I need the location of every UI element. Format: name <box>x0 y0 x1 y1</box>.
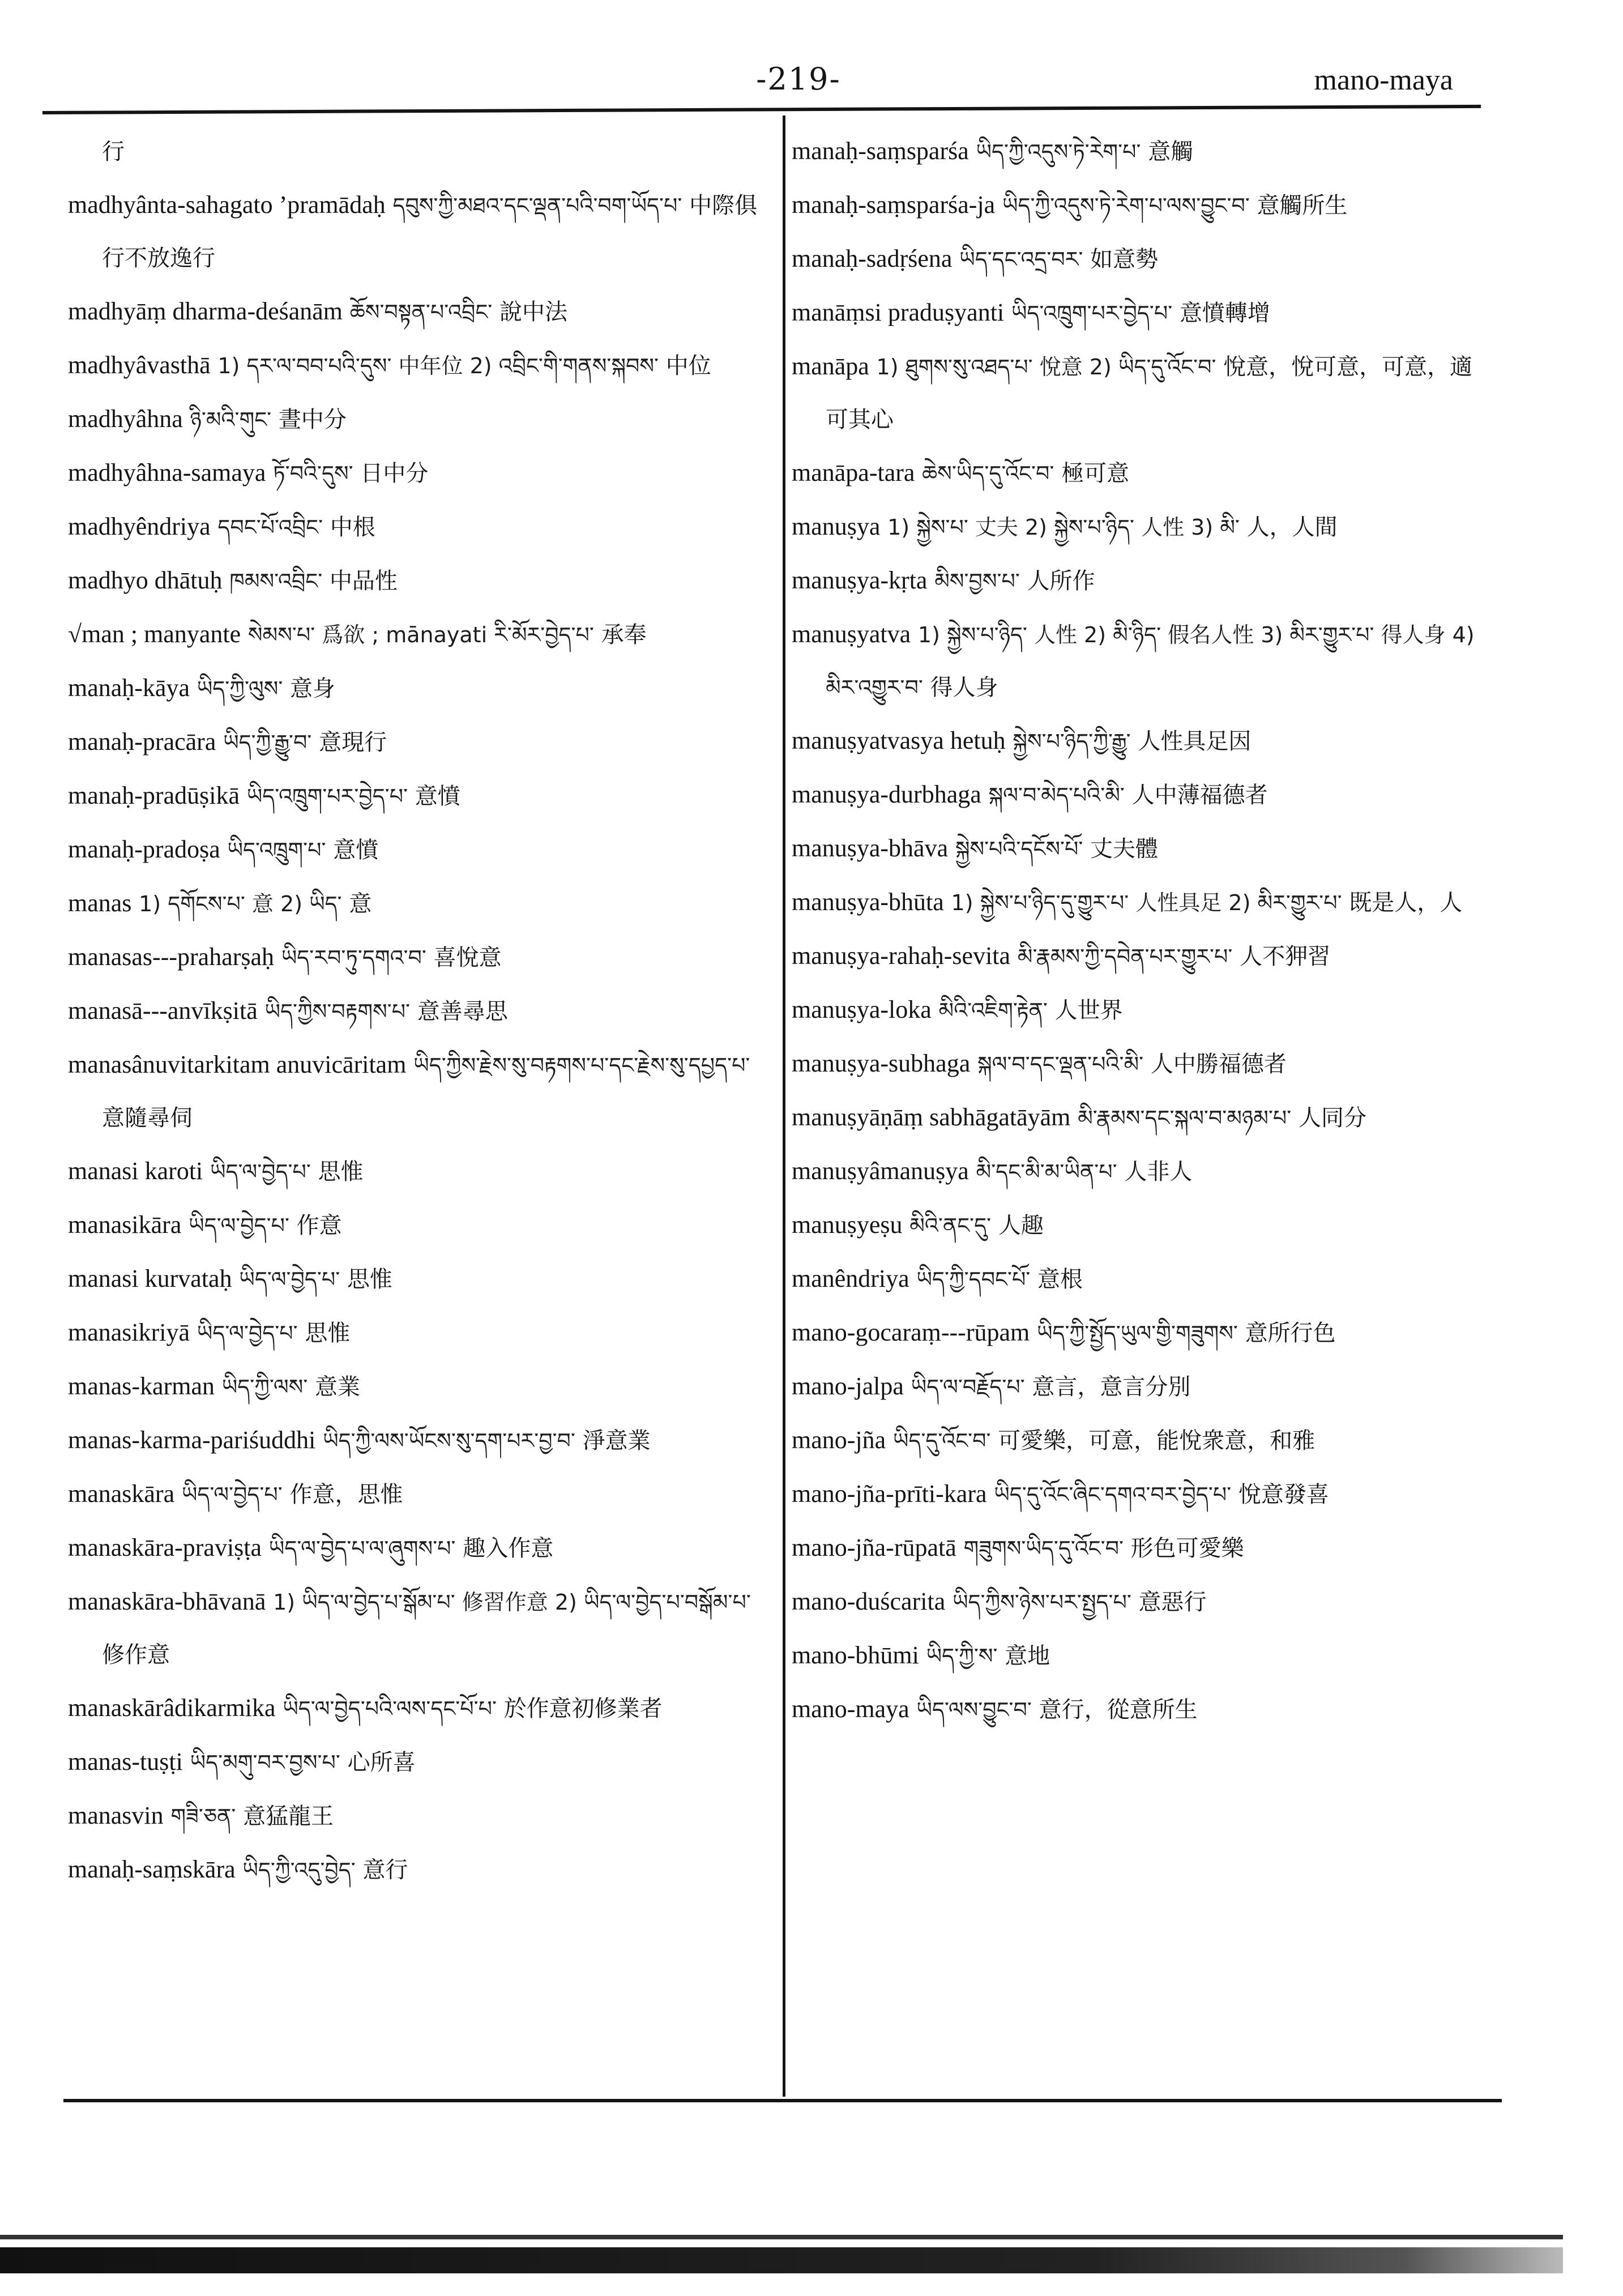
sanskrit-headword: manuṣyatva <box>792 620 911 648</box>
chinese-equivalent: 意身 <box>290 676 336 702</box>
sanskrit-headword: manuṣyâmanuṣya <box>792 1157 969 1185</box>
sanskrit-headword: manas-tuṣṭi <box>68 1748 183 1776</box>
sanskrit-headword: manāṃsi praduṣyanti <box>792 298 1005 326</box>
sanskrit-headword: manaḥ-saṃsparśa <box>792 137 969 165</box>
chinese-equivalent: 中際俱行不放逸行 <box>102 193 758 271</box>
tibetan-equivalent: ཡིད་ཀྱིས་རྗེས་སུ་བརྟགས་པ་དང་རྗེས་སུ་དཔྱད་པ་ <box>413 1053 750 1078</box>
chinese-equivalent: 人同分 <box>1298 1105 1366 1131</box>
dictionary-entry <box>68 339 762 392</box>
chinese-equivalent: 中品性 <box>329 568 398 594</box>
sanskrit-headword: madhyânta-sahagato ’pramādaḥ <box>68 191 386 219</box>
chinese-equivalent: 意根 <box>1037 1266 1083 1292</box>
dictionary-entry <box>792 1145 1485 1198</box>
chinese-equivalent: 意行，從意所生 <box>1039 1697 1198 1723</box>
dictionary-entry <box>68 1682 762 1735</box>
sanskrit-headword: manaḥ-saṃsparśa-ja <box>792 191 996 219</box>
sanskrit-headword: manuṣya-loka <box>792 996 932 1023</box>
dictionary-entry <box>68 1252 762 1306</box>
sanskrit-headword: manuṣya-bhūta <box>792 888 944 916</box>
chinese-equivalent: 於作意初修業者 <box>503 1696 663 1722</box>
sanskrit-headword: manaskāra <box>68 1480 175 1508</box>
sanskrit-headword: manāpa <box>792 352 869 380</box>
tibetan-equivalent: 1) སྐྱེས་པ་ཉིད་དུ་གྱུར་པ་ 人性具足 2) མིར་གྱུར་པ་ <box>951 890 1342 915</box>
dictionary-entry <box>792 340 1485 446</box>
dictionary-entry <box>792 1091 1485 1145</box>
tibetan-equivalent: ཡིད་ཀྱི་ས་ <box>926 1644 998 1668</box>
tibetan-equivalent: སེམས་པ་ 爲欲 ; mānayati རི་མོར་བྱེད་པ་ <box>247 622 594 647</box>
tibetan-equivalent: སྐལ་བ་མེད་པའི་མི་ <box>988 783 1125 808</box>
tibetan-equivalent: མི་དང་མི་མ་ཡིན་པ་ <box>976 1159 1117 1184</box>
chinese-equivalent: 人性具足因 <box>1138 728 1252 754</box>
chinese-equivalent: 中根 <box>330 514 375 540</box>
dictionary-entry <box>68 178 762 285</box>
chinese-equivalent: 中位 <box>665 353 711 379</box>
dictionary-entry <box>792 554 1485 608</box>
tibetan-equivalent: ཡིད་ཀྱི་འདུ་བྱེད་ <box>242 1858 356 1883</box>
dictionary-entry <box>68 1145 762 1198</box>
chinese-equivalent: 修作意 <box>102 1642 170 1668</box>
chinese-equivalent: 喜悅意 <box>433 945 502 971</box>
sanskrit-headword: manasā---anvīkṣitā <box>68 997 258 1025</box>
tibetan-equivalent: མིའི་འཇིག་རྟེན་ <box>938 998 1048 1023</box>
dictionary-entry <box>68 1735 762 1789</box>
chinese-equivalent: 人非人 <box>1124 1159 1193 1185</box>
tibetan-equivalent: ཡིད་ཀྱི་འདུས་ཏེ་རེག་པ་ལས་བྱུང་བ་ <box>1002 193 1250 218</box>
sanskrit-headword: manuṣya-bhāva <box>792 834 949 862</box>
dictionary-entry <box>792 929 1485 983</box>
sanskrit-headword: manāpa-tara <box>792 459 915 486</box>
tibetan-equivalent: ཡིད་འཁྲུག་པར་བྱེད་པ་ <box>1011 301 1173 326</box>
chinese-equivalent: 人所作 <box>1027 568 1095 594</box>
dictionary-entry <box>792 1467 1485 1521</box>
sanskrit-headword: manaskārâdikarmika <box>68 1694 276 1722</box>
dictionary-entry <box>68 1360 762 1414</box>
tibetan-equivalent: ཡིད་ལ་བྱེད་པ་ལ་ཞུགས་པ་ <box>268 1536 456 1561</box>
chinese-equivalent: 承奉 <box>601 622 647 648</box>
tibetan-equivalent: ཉི་མའི་གུང་ <box>190 407 272 432</box>
dictionary-entry <box>792 1683 1485 1736</box>
tibetan-equivalent: ཡིད་ཀྱིས་བརྟགས་པ་ <box>264 999 411 1024</box>
sanskrit-headword: madhyāṃ dharma-deśanām <box>68 297 343 325</box>
tibetan-equivalent: མི་རྣམས་དང་སྐལ་བ་མཉམ་པ་ <box>1078 1106 1292 1130</box>
dictionary-entry <box>792 876 1485 929</box>
sanskrit-headword: mano-jalpa <box>792 1372 904 1400</box>
dictionary-entry <box>792 1414 1485 1467</box>
dictionary-entry <box>792 1360 1485 1414</box>
tibetan-equivalent: ཡིད་དུ་འོང་ཞིང་དགའ་བར་བྱེད་པ་ <box>994 1482 1232 1507</box>
scan-edge-line <box>0 2235 1563 2239</box>
chinese-equivalent: 心所喜 <box>347 1749 416 1776</box>
sanskrit-headword: manasi karoti <box>68 1157 203 1185</box>
sanskrit-headword: manasi kurvataḥ <box>68 1265 232 1292</box>
chinese-equivalent: 淨意業 <box>582 1428 651 1454</box>
chinese-equivalent: 意現行 <box>319 729 387 756</box>
chinese-equivalent: 趣入作意 <box>463 1535 554 1561</box>
dictionary-entry <box>68 1575 762 1682</box>
chinese-equivalent: 人，人間 <box>1246 514 1338 540</box>
tibetan-equivalent: ཡིད་ལ་བྱེད་པ་ <box>239 1267 340 1292</box>
chinese-equivalent: 意隨尋伺 <box>102 1105 193 1131</box>
sanskrit-headword: manaskāra-bhāvanā <box>68 1587 266 1615</box>
dictionary-entry <box>68 392 762 446</box>
chinese-equivalent: 人不狎習 <box>1240 944 1331 970</box>
tibetan-equivalent: ཡིད་ཀྱི་དབང་པོ་ <box>916 1267 1031 1292</box>
chinese-equivalent: 晝中分 <box>278 407 347 433</box>
dictionary-entry <box>792 1629 1485 1683</box>
dictionary-entry <box>68 769 762 823</box>
dictionary-entry <box>792 1252 1485 1306</box>
dictionary-entry <box>68 285 762 339</box>
chinese-equivalent: 意憤 <box>333 837 379 863</box>
tibetan-equivalent: ཡིད་ལ་བྱེད་པ་ <box>210 1159 311 1184</box>
sanskrit-headword: manasvin <box>68 1802 164 1829</box>
dictionary-entry <box>68 715 762 769</box>
chinese-equivalent: 意惡行 <box>1138 1589 1207 1615</box>
tibetan-equivalent: གཟུགས་ཡིད་དུ་འོང་བ་ <box>963 1536 1124 1561</box>
tibetan-equivalent: ཡིད་མགུ་བར་བྱས་པ་ <box>190 1750 340 1775</box>
dictionary-entry <box>68 608 762 662</box>
dictionary-entry <box>68 1521 762 1575</box>
tibetan-equivalent: སྐྱེས་པའི་དངོས་པོ་ <box>955 837 1083 861</box>
running-head: mano-maya <box>1314 64 1453 96</box>
dictionary-entry <box>68 1467 762 1521</box>
tibetan-equivalent: སྐལ་བ་དང་ལྡན་པའི་མི་ <box>977 1052 1144 1077</box>
sanskrit-headword: mano-bhūmi <box>792 1641 919 1669</box>
sanskrit-headword: manuṣya <box>792 513 881 540</box>
chinese-equivalent: 丈夫體 <box>1090 836 1159 862</box>
tibetan-equivalent: ཡིད་ལས་བྱུང་བ་ <box>916 1697 1032 1722</box>
tibetan-equivalent: དབུས་ཀྱི་མཐའ་དང་ལྡན་པའི་བག་ཡོད་པ་ <box>392 193 682 218</box>
sanskrit-headword: manaḥ-pracāra <box>68 728 216 756</box>
chinese-equivalent: 意觸 <box>1148 139 1194 165</box>
chinese-equivalent: 說中法 <box>499 299 567 325</box>
sanskrit-headword: mano-gocaraṃ---rūpam <box>792 1318 1030 1346</box>
bottom-rule <box>63 2099 1502 2102</box>
sanskrit-headword: manaḥ-kāya <box>68 674 190 702</box>
tibetan-equivalent: མིས་བྱས་པ་ <box>934 569 1020 594</box>
dictionary-entry <box>68 1038 762 1145</box>
sanskrit-headword: manaḥ-pradūṣikā <box>68 782 240 809</box>
dictionary-entry <box>68 446 762 500</box>
chinese-equivalent: 意憤轉增 <box>1179 300 1270 326</box>
tibetan-equivalent: ཡིད་དུ་འོང་བ་ <box>892 1428 991 1453</box>
dictionary-entry <box>792 232 1485 286</box>
dictionary-entry <box>792 1037 1485 1091</box>
chinese-equivalent: 思惟 <box>318 1159 364 1185</box>
page-number: -219- <box>756 61 841 97</box>
dictionary-entry <box>792 822 1485 876</box>
dictionary-entry <box>68 1198 762 1252</box>
tibetan-equivalent: ཡིད་ཀྱི་འདུས་ཏེ་རེག་པ་ <box>976 139 1141 164</box>
chinese-equivalent: 悅意，悅可意，可意，適可其心 <box>826 354 1473 433</box>
chinese-equivalent: 可愛樂，可意，能悅衆意，和雅 <box>998 1428 1316 1454</box>
chinese-equivalent: 意善尋思 <box>417 998 508 1025</box>
tibetan-equivalent: 1) ཐུགས་སུ་འཐད་པ་ 悅意 2) ཡིད་དུ་འོང་བ་ <box>876 355 1216 379</box>
chinese-equivalent: 意 <box>349 891 372 917</box>
tibetan-equivalent: ཆེས་ཡིད་དུ་འོང་བ་ <box>922 461 1054 486</box>
chinese-equivalent: 意猛龍王 <box>243 1803 334 1829</box>
tibetan-equivalent: ཡིད་ལ་བྱེད་པ་ <box>189 1213 289 1238</box>
dictionary-entry <box>792 1575 1485 1629</box>
chinese-equivalent: 意業 <box>315 1374 361 1400</box>
tibetan-equivalent: མིའི་ནང་དུ་ <box>909 1213 992 1238</box>
dictionary-entry <box>792 446 1485 500</box>
sanskrit-headword: manaḥ-saṃskāra <box>68 1855 236 1883</box>
sanskrit-headword: manuṣya-durbhaga <box>792 780 981 808</box>
tibetan-equivalent: སྐྱེས་པ་ཉིད་ཀྱི་རྒྱུ་ <box>1013 729 1131 754</box>
sanskrit-headword: manaḥ-sadṛśena <box>792 245 953 272</box>
dictionary-entry <box>68 125 762 178</box>
tibetan-equivalent: དབང་པོ་འབྲིང་ <box>217 515 323 540</box>
tibetan-equivalent: ཡིད་ཀྱི་སྤྱོད་ཡུལ་གྱི་གཟུགས་ <box>1036 1321 1238 1346</box>
chinese-equivalent: 既是人，人 <box>1349 890 1463 916</box>
chinese-equivalent: 如意勢 <box>1090 246 1159 272</box>
dictionary-entry <box>68 1306 762 1360</box>
sanskrit-headword: mano-jña <box>792 1426 886 1454</box>
tibetan-equivalent: 1) ཡིད་ལ་བྱེད་པ་སྒོམ་པ་ 修習作意 2) ཡིད་ལ་བྱེད་པ་བསྒོམ་པ་ <box>273 1590 751 1615</box>
chinese-equivalent: 人趣 <box>998 1213 1044 1239</box>
chinese-equivalent: 行 <box>102 139 125 165</box>
dictionary-entry <box>792 178 1485 232</box>
sanskrit-headword: √man ; manyante <box>68 620 241 648</box>
sanskrit-headword: manuṣyāṇāṃ sabhāgatāyām <box>792 1103 1071 1131</box>
dictionary-entry <box>792 1521 1485 1575</box>
tibetan-equivalent: ཏོ་བའི་དུས་ <box>273 461 353 486</box>
tibetan-equivalent: ཆོས་བསྟན་པ་འབྲིང་ <box>349 300 493 325</box>
chinese-equivalent: 極可意 <box>1061 460 1130 486</box>
tibetan-equivalent: ཡིད་ཀྱི་ལས་ <box>221 1375 308 1399</box>
chinese-equivalent: 意憤 <box>415 783 460 809</box>
top-rule <box>42 105 1481 114</box>
chinese-equivalent: 得人身 <box>930 675 998 701</box>
tibetan-equivalent: ཡིད་ཀྱི་རྒྱུ་བ་ <box>223 730 312 755</box>
dictionary-entry <box>68 877 762 931</box>
scan-edge-bar <box>0 2247 1563 2273</box>
dictionary-entry <box>68 931 762 984</box>
chinese-equivalent: 思惟 <box>305 1320 351 1346</box>
dictionary-entry <box>792 125 1485 178</box>
sanskrit-headword: manasânuvitarkitam anuvicāritam <box>68 1051 407 1078</box>
sanskrit-headword: madhyâhna <box>68 405 183 433</box>
tibetan-equivalent: ཡིད་ཀྱི་ལས་ཡོངས་སུ་དག་པར་བྱ་བ་ <box>323 1428 575 1453</box>
dictionary-entry <box>68 662 762 715</box>
sanskrit-headword: manuṣya-kṛta <box>792 566 928 594</box>
chinese-equivalent: 意地 <box>1005 1643 1050 1669</box>
dictionary-entry <box>68 554 762 608</box>
tibetan-equivalent: ཡིད་དང་འདྲ་བར་ <box>959 247 1083 272</box>
sanskrit-headword: manuṣya-subhaga <box>792 1049 971 1077</box>
tibetan-equivalent: ཡིད་ལ་བྱེད་པའི་ལས་དང་པོ་པ་ <box>283 1696 497 1721</box>
dictionary-entry <box>792 286 1485 340</box>
chinese-equivalent: 悅意發喜 <box>1238 1482 1329 1508</box>
dictionary-entry <box>792 1306 1485 1360</box>
chinese-equivalent: 人中勝福德者 <box>1150 1051 1287 1077</box>
dictionary-entry <box>68 1843 762 1897</box>
tibetan-equivalent: 1) དགོངས་པ་ 意 2) ཡིད་ <box>139 891 342 916</box>
sanskrit-headword: madhyâhna-samaya <box>68 459 266 486</box>
tibetan-equivalent: ཁམས་འབྲིང་ <box>229 569 323 594</box>
sanskrit-headword: manasikriyā <box>68 1318 190 1346</box>
tibetan-equivalent: ཡིད་ལ་བརྗོད་པ་ <box>911 1375 1025 1399</box>
chinese-equivalent: 日中分 <box>360 460 429 486</box>
sanskrit-headword: manuṣyeṣu <box>792 1211 903 1239</box>
tibetan-equivalent: གཟི་ཅན་ <box>170 1804 236 1829</box>
chinese-equivalent: 形色可愛樂 <box>1130 1535 1244 1561</box>
tibetan-equivalent: ཡིད་ལ་བྱེད་པ་ <box>181 1482 283 1507</box>
sanskrit-headword: manas-karma-pariśuddhi <box>68 1426 316 1454</box>
chinese-equivalent: 作意，思惟 <box>289 1482 403 1508</box>
dictionary-entry <box>792 500 1485 554</box>
dictionary-entry <box>792 608 1485 714</box>
chinese-equivalent: 人世界 <box>1054 997 1123 1023</box>
dictionary-entry <box>68 823 762 877</box>
sanskrit-headword: manaḥ-pradoṣa <box>68 835 220 863</box>
dictionary-entry <box>68 500 762 554</box>
tibetan-equivalent: ཡིད་ཀྱི་ལུས་ <box>197 676 283 701</box>
tibetan-equivalent: མི་རྣམས་ཀྱི་དབེན་པར་གྱུར་པ་ <box>1017 944 1233 969</box>
sanskrit-headword: mano-duścarita <box>792 1587 946 1615</box>
tibetan-equivalent: ཡིད་ལ་བྱེད་པ་ <box>197 1321 298 1346</box>
dictionary-entry <box>792 768 1485 822</box>
tibetan-equivalent: 1) དར་ལ་བབ་པའི་དུས་ 中年位 2) འབྲིང་གི་གནས་སྐབས་ <box>217 353 659 378</box>
sanskrit-headword: mano-jña-rūpatā <box>792 1534 956 1561</box>
tibetan-equivalent: 1) སྐྱེས་པ་ཉིད་ 人性 2) མི་ཉིད་ 假名人性 3) མིར་གྱུར་པ་ 得人身 4) མིར་འགྱུར་བ་ <box>826 622 1475 700</box>
tibetan-equivalent: ཡིད་འཁྲུག་པར་བྱེད་པ་ <box>246 784 408 809</box>
sanskrit-headword: madhyo dhātuḥ <box>68 566 223 594</box>
chinese-equivalent: 作意 <box>296 1213 342 1239</box>
sanskrit-headword: mano-jña-prīti-kara <box>792 1480 987 1508</box>
dictionary-entry <box>68 1789 762 1843</box>
dictionary-entry <box>792 714 1485 768</box>
dictionary-entry <box>792 1198 1485 1252</box>
sanskrit-headword: manasas---praharṣaḥ <box>68 943 275 971</box>
tibetan-equivalent: ཡིད་ཀྱིས་ཉེས་པར་སྤྱད་པ་ <box>952 1590 1131 1615</box>
dictionary-entry <box>68 984 762 1038</box>
column-divider <box>783 116 785 2097</box>
sanskrit-headword: mano-maya <box>792 1695 909 1723</box>
sanskrit-headword: manas <box>68 889 132 917</box>
sanskrit-headword: manaskāra-praviṣṭa <box>68 1534 262 1561</box>
chinese-equivalent: 意言，意言分別 <box>1032 1374 1191 1400</box>
left-column <box>68 125 762 1897</box>
chinese-equivalent: 意所行色 <box>1245 1320 1336 1346</box>
sanskrit-headword: manêndriya <box>792 1265 909 1292</box>
sanskrit-headword: manasikāra <box>68 1211 182 1239</box>
dictionary-entry <box>68 1414 762 1467</box>
tibetan-equivalent: 1) སྐྱེས་པ་ 丈夫 2) སྐྱེས་པ་ཉིད་ 人性 3) མི་ <box>887 515 1240 540</box>
tibetan-equivalent: ཡིད་འཁྲུག་པ་ <box>227 838 326 863</box>
tibetan-equivalent: ཡིད་རབ་ཏུ་དགའ་བ་ <box>281 945 426 970</box>
sanskrit-headword: manas-karman <box>68 1372 215 1400</box>
chinese-equivalent: 意觸所生 <box>1257 193 1348 219</box>
sanskrit-headword: manuṣyatvasya hetuḥ <box>792 727 1006 754</box>
chinese-equivalent: 人中薄福德者 <box>1131 782 1268 808</box>
right-column <box>792 125 1485 1736</box>
chinese-equivalent: 思惟 <box>347 1266 392 1292</box>
chinese-equivalent: 意行 <box>362 1857 408 1883</box>
sanskrit-headword: madhyêndriya <box>68 513 211 540</box>
dictionary-entry <box>792 983 1485 1037</box>
sanskrit-headword: madhyâvasthā <box>68 351 211 379</box>
sanskrit-headword: manuṣya-rahaḥ-sevita <box>792 942 1011 970</box>
